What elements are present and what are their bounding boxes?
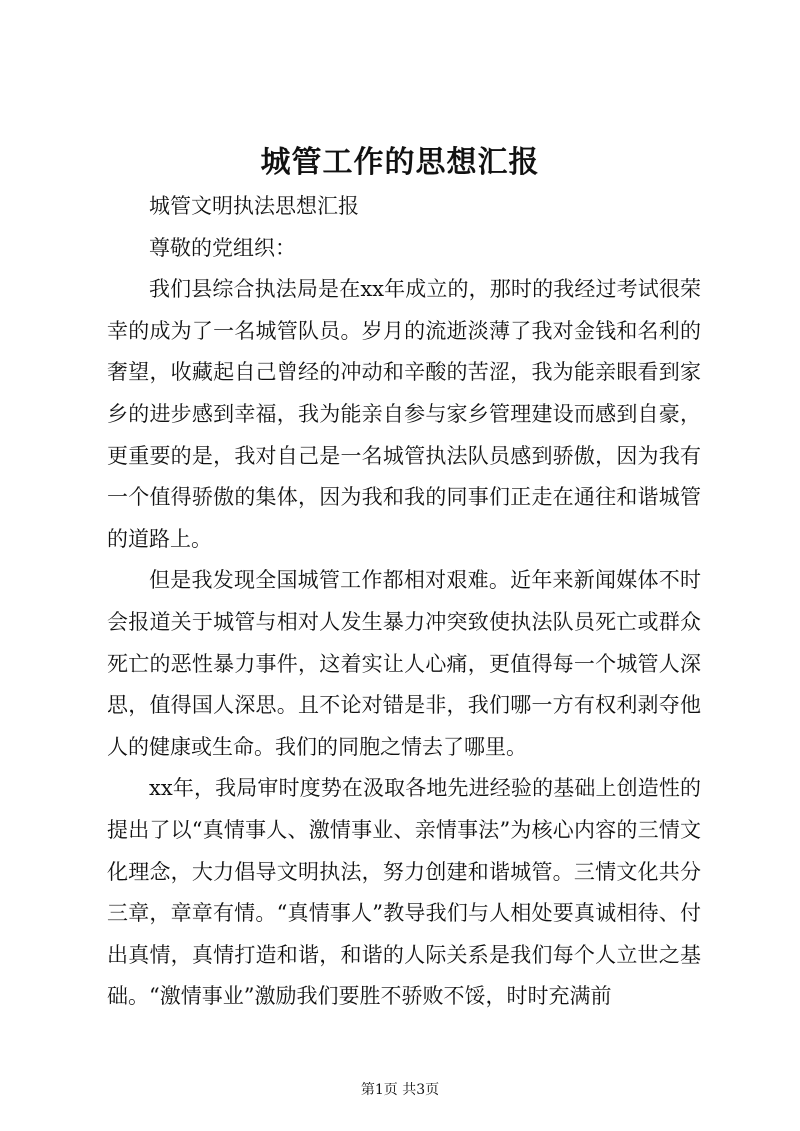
paragraph-3: xx年，我局审时度势在汲取各地先进经验的基础上创造性的提出了以“真情事人、激情事业、亲情事法”为核心内容的三情文化理念，大力倡导文明执法，努力创建和谐城管。三情文化共分三章，章章有情。“真情事人”教导我们与人相处要真诚相待、付出真情，真情打造和谐，和谐的人际关系是我们每个人立世之基础。“激情事业”激励我们要胜不骄败不馁，时时充满前 [107,776,701,1009]
paragraph-subtitle: 城管文明执法思想汇报 [149,194,359,218]
document-title: 城管工作的思想汇报 [260,145,540,180]
paragraph-salutation: 尊敬的党组织： [149,235,296,260]
paragraph-2: 但是我发现全国城管工作都相对艰难。近年来新闻媒体不时会报道关于城管与相对人发生暴力冲突致使执法队员死亡或群众死亡的恶性暴力事件，这着实让人心痛，更值得每一个城管人深思，值得国人深思。且不论对错是非，我们哪一方有权利剥夺他人的健康或生命。我们的同胞之情去了哪里。 [107,568,701,759]
paragraph-1: 我们县综合执法局是在xx年成立的，那时的我经过考试很荣幸的成为了一名城管队员。岁月的流逝淡薄了我对金钱和名利的奢望，收藏起自己曾经的冲动和辛酸的苦涩，我为能亲眼看到家乡的进步感到幸福，我为能亲自参与家乡管理建设而感到自豪，更重要的是，我对自己是一名城管执法队员感到骄傲，因为我有一个值得骄傲的集体，因为我和我的同事们正走在通往和谐城管的道路上。 [107,277,701,551]
document-body [107,186,701,1018]
page-footer: 第1页 共3页 [360,1082,440,1098]
